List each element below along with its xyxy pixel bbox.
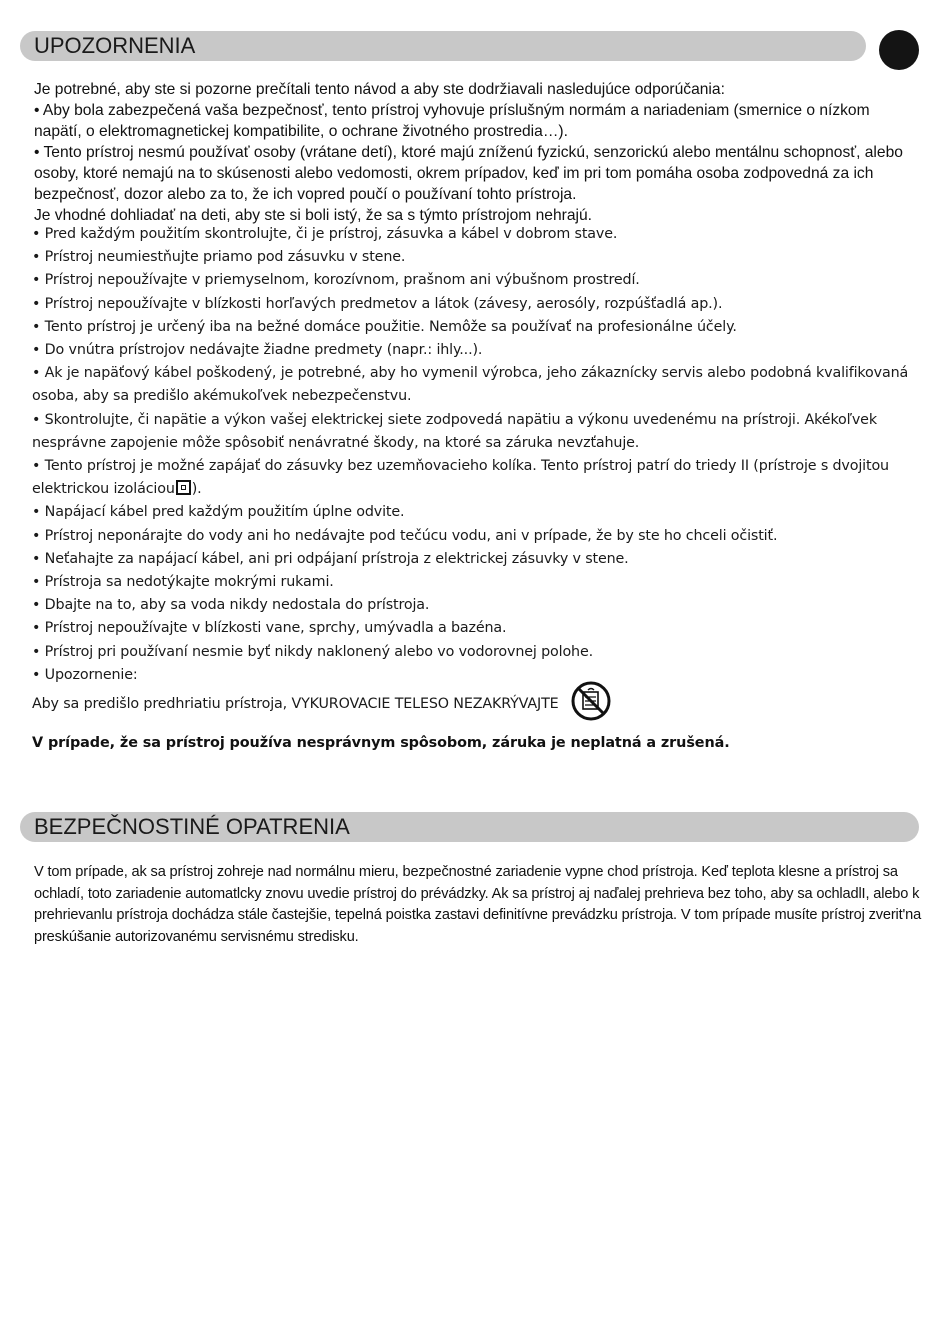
list-item: • Prístroj neponárajte do vody ani ho nedávajte pod tečúcu vodu, ani v prípade, že by ste ho chceli očistiť. [32,527,778,544]
cover-warning-text: Aby sa predišlo predhriatiu prístroja, VYKUROVACIE TELESO NEZAKRÝVAJTE [32,696,559,713]
list-item: • Skontrolujte, či napätie a výkon vašej elektrickej siete zodpovedá napätiu a výkonu uvedenému na prístroji. Akékoľvek nesprávne zapojenie môže spôsobiť nenávratné škody, na ktoré sa záruka nevzťahuje. [32,411,877,451]
warnings-header: UPOZORNENIA [20,31,866,61]
safety-paragraph: V tom prípade, ak sa prístroj zohreje nad normálnu mieru, bezpečnostné zariadenie vypne chod prístroja. Keď teplota klesne a prístroj sa ochladí, toto zariadenie automatlcky znovu uvedie prístroj do prévádzky. Ak sa prístroj aj naďalej prehrieva bez toho, aby sa ochladlI, alebo k prehrievanlu prístroja dochádza stále častejšie, tepelná poistka zastavi definitívne prevádzku prístroja. V tom prípade musíte prístroj zverit'na preskúšanie autorizovanému servisnému stredisku. [34,864,922,945]
do-not-cover-icon [571,681,611,721]
list-item: • Prístroj nepoužívajte v blízkosti horľavých predmetov a látok (závesy, aerosóly, rozpúšťadlá ap.). [32,295,723,312]
list-item: • Pred každým použitím skontrolujte, či je prístroj, zásuvka a kábel v dobrom stave. [32,226,618,242]
list-item: • Dbajte na to, aby sa voda nikdy nedostala do prístroja. [32,597,430,614]
list-item: • Ak je napäťový kábel poškodený, je potrebné, aby ho vymenil výrobca, jeho zákaznícky servis alebo podobná kvalifikovaná osoba, aby sa predišlo akémukoľvek nebezpečenstvu. [32,365,909,405]
list-item: • Prístroj nepoužívajte v priemyselnom, korozívnom, prašnom ani výbušnom prostredí. [32,272,640,289]
safety-header: BEZPEČNOSTINÉ OPATRENIA [20,812,919,842]
intro-paragraph: • Tento prístroj nesmú používať osoby (vrátane detí), ktoré majú zníženú fyzickú, senzorickú alebo mentálnu schopnosť, alebo osoby, ktoré nemajú na to skúsenosti alebo vedomosti, okrem prípadov, keď im pri tom pomáha osoba zodpovedná za ich bezpečnosť, dozor alebo za to, že ich vopred poučí o používaní tohto prístroja. [34,144,903,203]
list-item: • Tento prístroj je určený iba na bežné domáce použitie. Nemôže sa používať na profesionálne účely. [32,318,737,335]
cover-warning-line [32,687,922,721]
list-item: • Neťahajte za napájací kábel, ani pri odpájaní prístroja z elektrickej zásuvky v stene. [32,550,629,567]
warranty-note: V prípade, že sa prístroj používa nesprávnym spôsobom, záruka je neplatná a zrušená. [32,735,730,751]
list-item: • Do vnútra prístrojov nedávajte žiadne predmety (napr.: ihly...). [32,342,483,359]
list-item: • Napájací kábel pred každým použitím úplne odvite. [32,504,405,521]
intro-block [34,79,920,226]
intro-paragraph: Je vhodné dohliadať na deti, aby ste si boli istý, že sa s týmto prístrojom nehrajú. [34,207,592,224]
list-item-class2 [32,455,922,501]
list-item: • Prístroj neumiestňujte priamo pod zásuvku v stene. [32,249,406,266]
list-item: • Upozornenie: [32,666,138,683]
list-item: • Prístroja sa nedotýkajte mokrými rukami. [32,574,334,591]
page-marker-dot [879,30,919,70]
class2-text: • Tento prístroj je možné zapájať do zásuvky bez uzemňovacieho kolíka. Tento prístroj patrí do triedy II (prístroje s dvojitou elektrickou izoláciou [32,458,889,498]
double-insulation-icon [176,480,191,495]
list-item: • Prístroj pri používaní nesmie byť nikdy naklonený alebo vo vodorovnej polohe. [32,643,593,660]
warning-list [32,223,922,721]
class2-text-end: ). [191,481,202,498]
intro-paragraph: Je potrebné, aby ste si pozorne prečítali tento návod a aby ste dodržiavali nasledujúce odporúčania: [34,81,725,98]
intro-paragraph: • Aby bola zabezpečená vaša bezpečnosť, tento prístroj vyhovuje príslušným normám a nariadeniam (smernice o nízkom napätí, o elektromagnetickej kompatibilite, o ochrane životného prostredia…). [34,102,870,140]
list-item: • Prístroj nepoužívajte v blízkosti vane, sprchy, umývadla a bazéna. [32,620,507,637]
